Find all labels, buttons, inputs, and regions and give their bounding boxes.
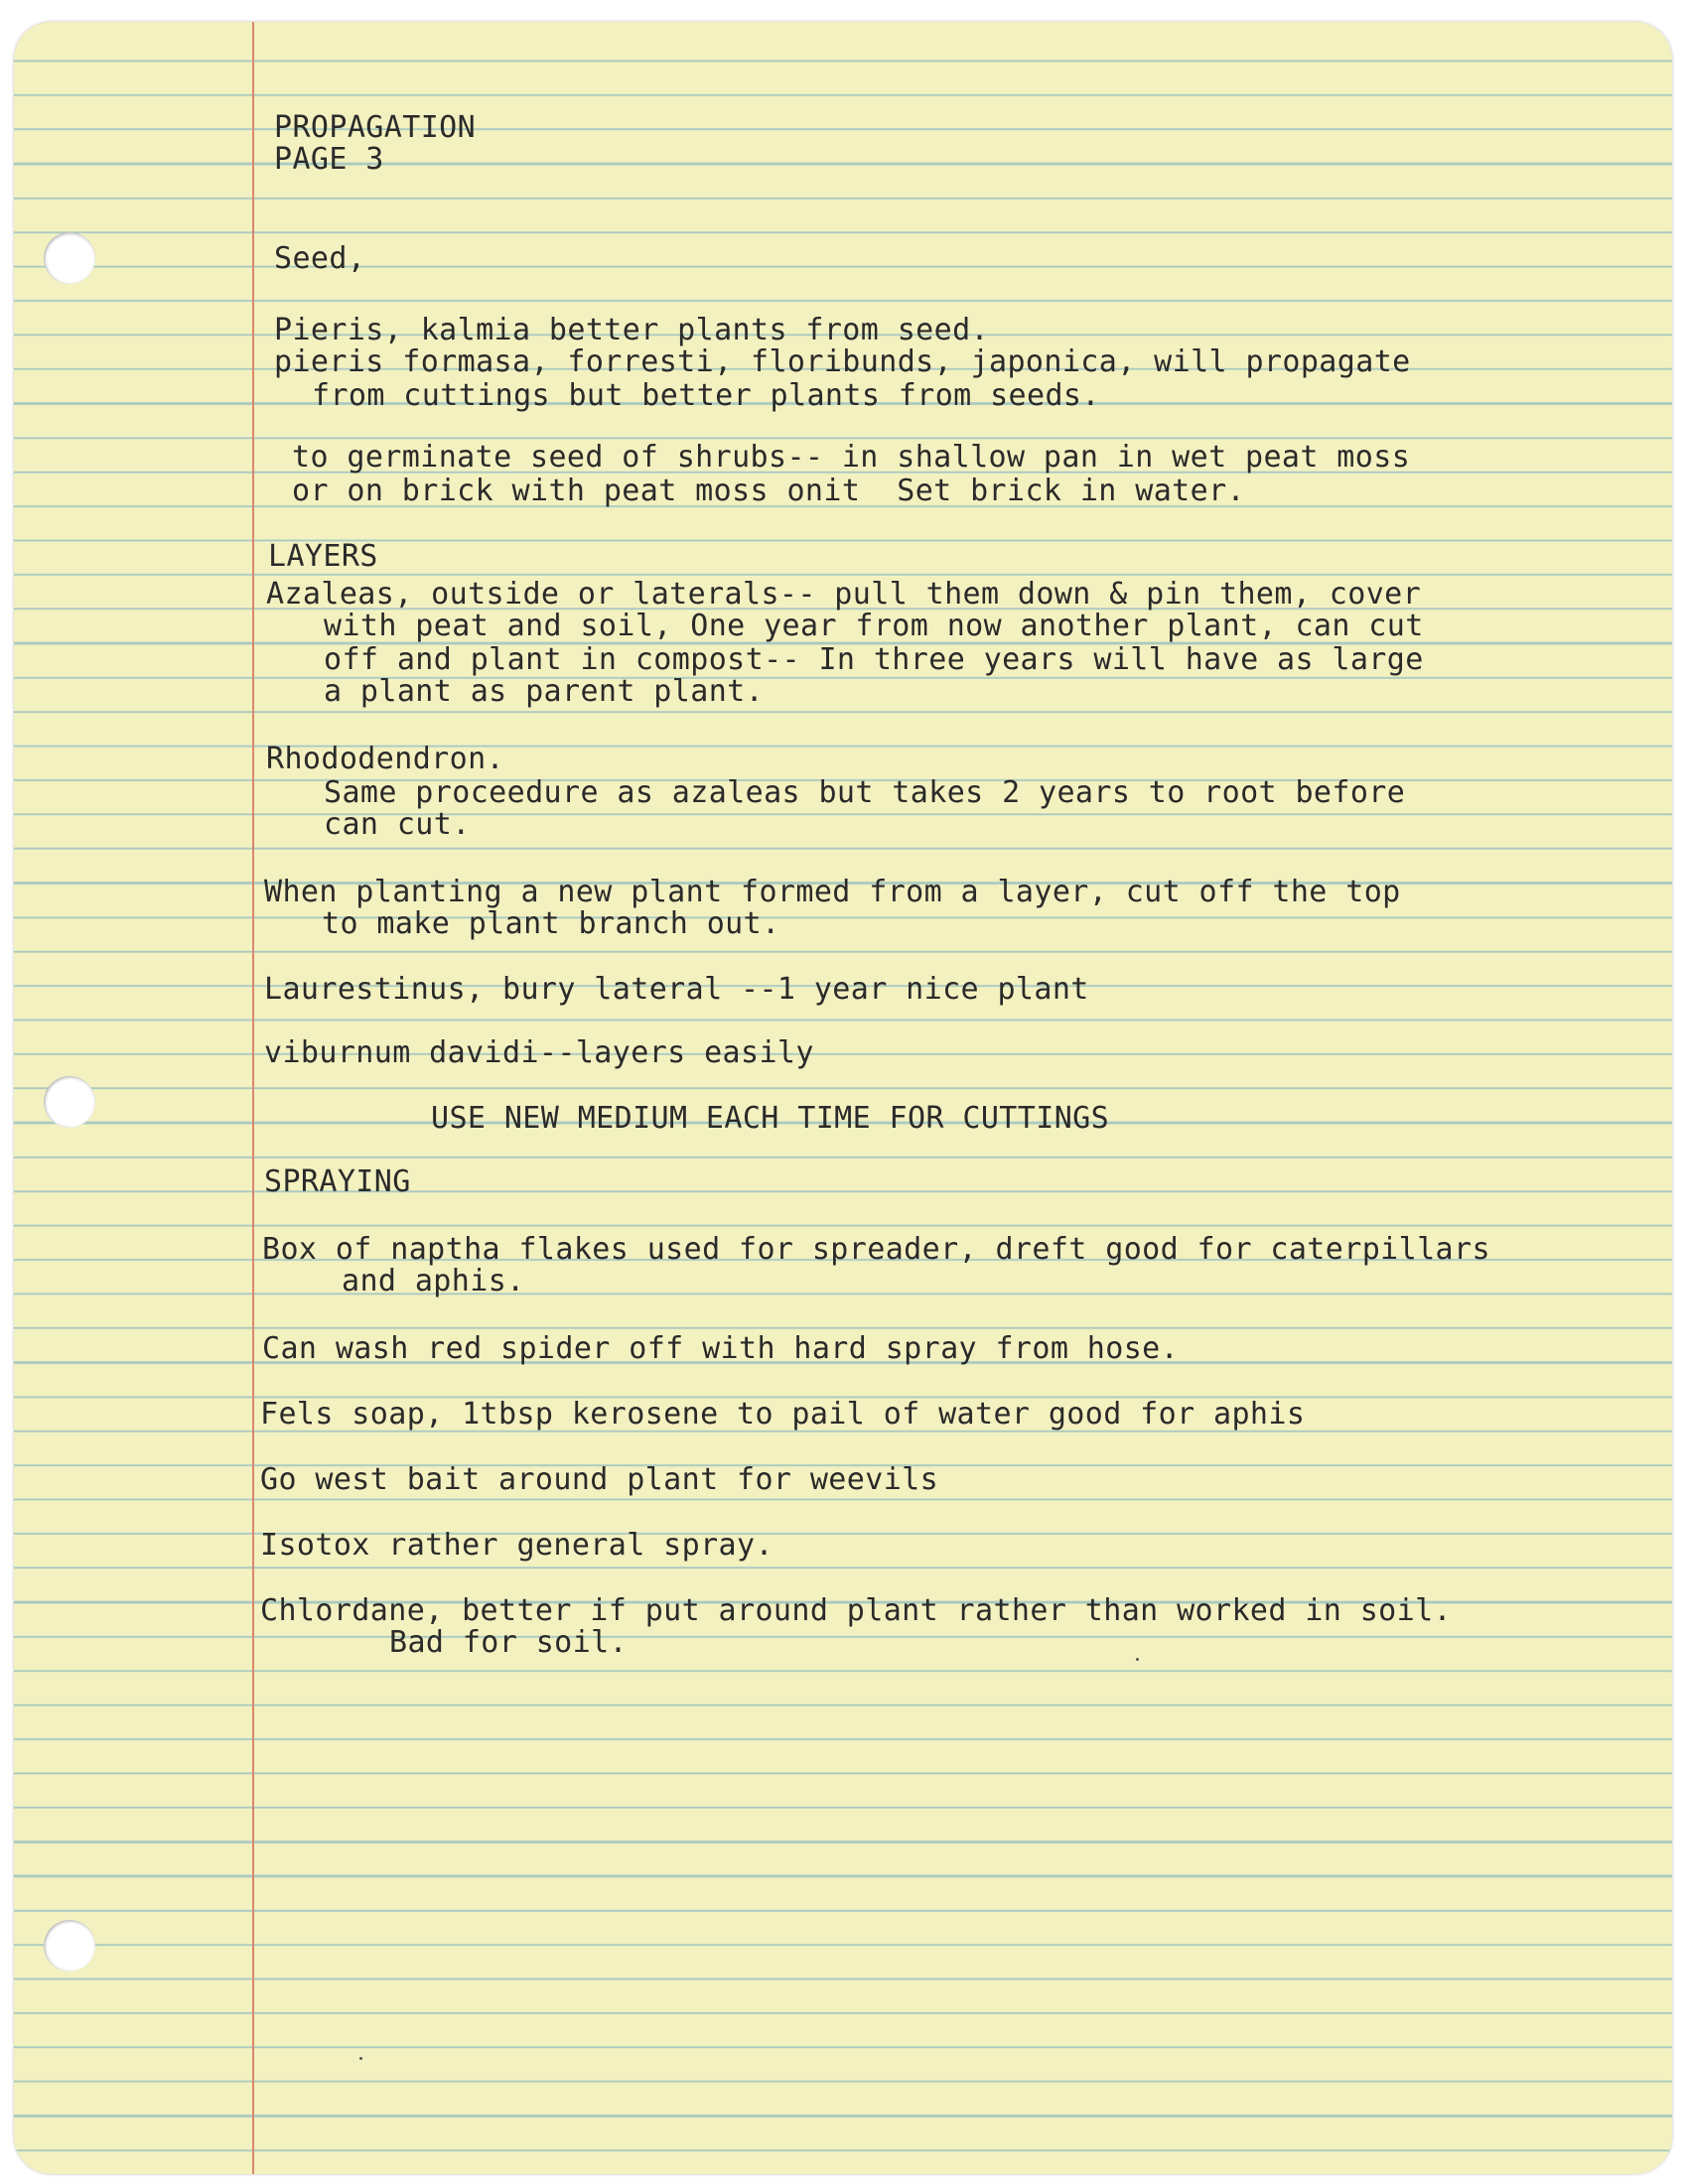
layers-line: off and plant in compost-- In three years will have as large: [324, 642, 1424, 677]
punch-hole-middle: [44, 1076, 95, 1128]
seed-line: from cuttings but better plants from seeds.: [312, 378, 1100, 413]
notebook-page: [14, 22, 1672, 2174]
spraying-line: and aphis.: [342, 1264, 525, 1298]
seed-line: to germinate seed of shrubs-- in shallow pan in wet peat moss: [292, 440, 1411, 475]
seed-heading: Seed,: [274, 241, 366, 276]
spraying-line: Can wash red spider off with hard spray from hose.: [262, 1331, 1180, 1366]
layers-line: Azaleas, outside or laterals-- pull them down & pin them, cover: [266, 577, 1422, 612]
rhododendron-heading: Rhododendron.: [266, 742, 504, 776]
layers-line: with peat and soil, One year from now another plant, can cut: [324, 609, 1424, 643]
layers-line: viburnum davidi--layers easily: [264, 1035, 814, 1070]
seed-line: or on brick with peat moss onit Set brick in water.: [292, 474, 1245, 508]
punch-hole-bottom: [44, 1920, 95, 1972]
spraying-line: Bad for soil.: [389, 1625, 628, 1660]
spraying-line: Isotox rather general spray.: [260, 1528, 774, 1563]
seed-line: Pieris, kalmia better plants from seed.: [274, 313, 989, 347]
paper-speck: [359, 2057, 362, 2060]
layers-line: Laurestinus, bury lateral --1 year nice plant: [264, 972, 1089, 1007]
spraying-heading: SPRAYING: [264, 1164, 411, 1199]
layers-line: can cut.: [324, 807, 471, 842]
layers-heading: LAYERS: [268, 539, 378, 574]
paper-speck: [1136, 1658, 1139, 1661]
layers-line: Same proceedure as azaleas but takes 2 years to root before: [324, 775, 1406, 810]
spraying-line: Go west bait around plant for weevils: [260, 1462, 939, 1497]
margin-rule: [252, 22, 254, 2174]
spraying-line: Fels soap, 1tbsp kerosene to pail of water good for aphis: [260, 1397, 1306, 1432]
seed-line: pieris formasa, forresti, floribunds, japonica, will propagate: [274, 344, 1411, 379]
medium-note: USE NEW MEDIUM EACH TIME FOR CUTTINGS: [431, 1101, 1110, 1136]
spraying-line: Chlordane, better if put around plant rather than worked in soil.: [260, 1593, 1452, 1628]
page-number: PAGE 3: [274, 142, 384, 177]
section-title: PROPAGATION: [274, 110, 477, 145]
punch-hole-top: [44, 232, 95, 284]
layers-line: a plant as parent plant.: [324, 674, 765, 709]
layers-line: When planting a new plant formed from a layer, cut off the top: [264, 875, 1401, 909]
spraying-line: Box of naptha flakes used for spreader, dreft good for caterpillars: [262, 1232, 1490, 1267]
layers-line: to make plant branch out.: [322, 906, 780, 941]
